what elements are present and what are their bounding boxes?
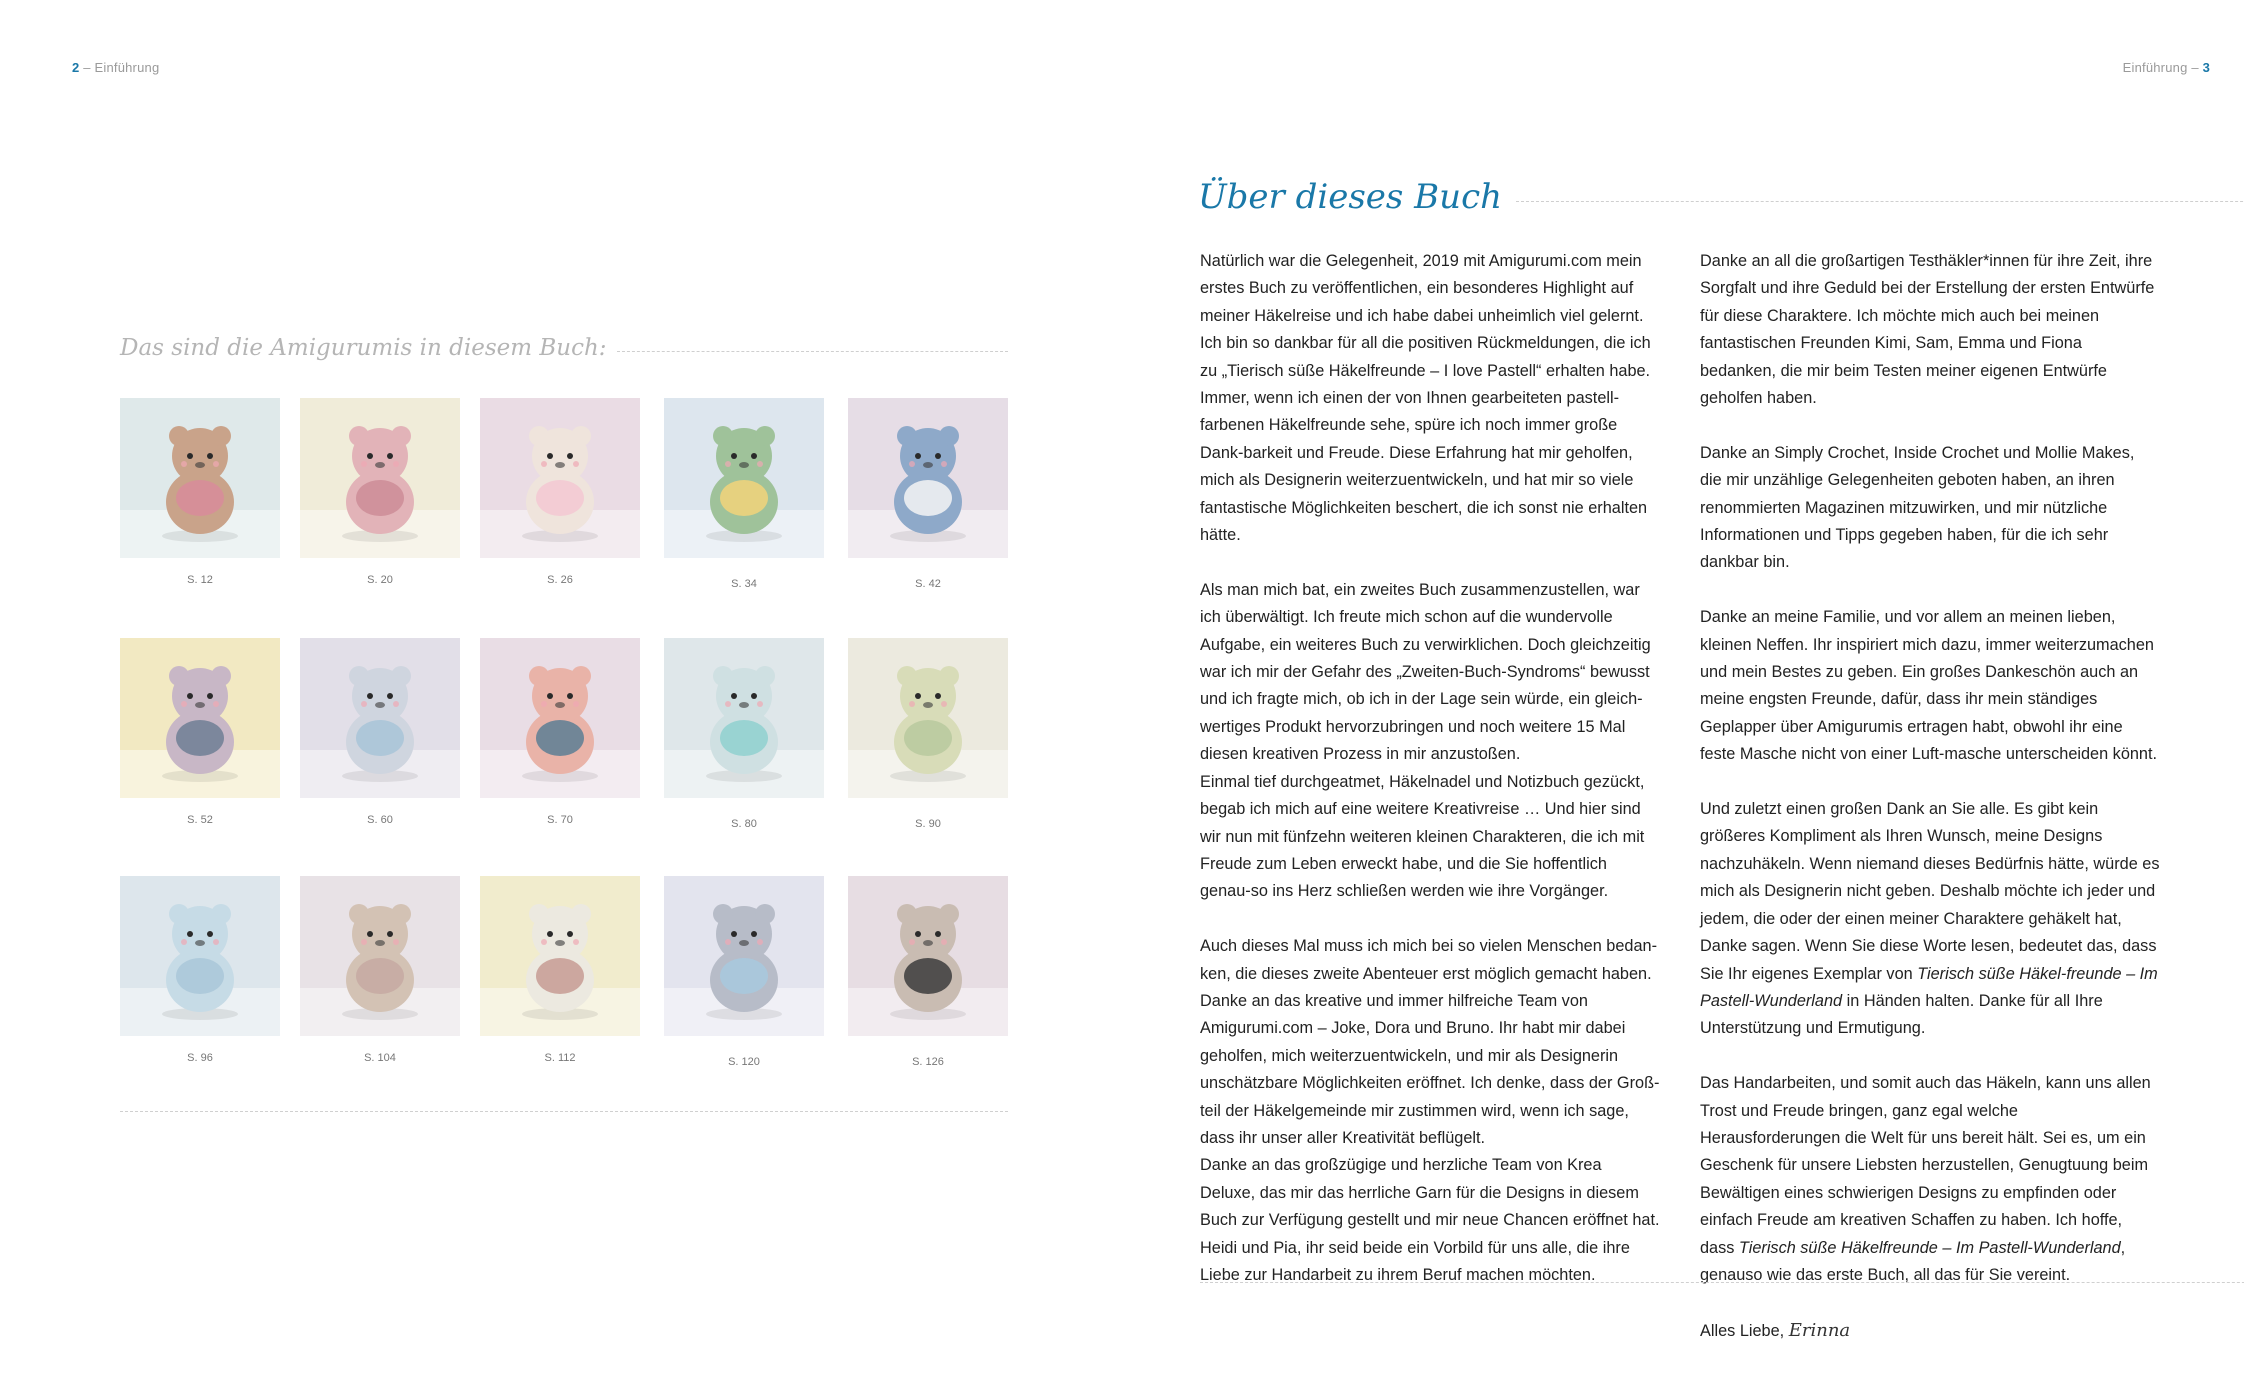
- text-column-2: [1700, 248, 2160, 1373]
- page-reference: S. 52: [187, 814, 213, 826]
- elephant-with-hat-icon: [120, 638, 280, 798]
- book-title: Tierisch süße Häkel-freunde – Im Pastell-Wunderland: [1700, 964, 2158, 1010]
- folio-left: [72, 60, 159, 75]
- bear-with-bow-icon: [120, 398, 280, 558]
- chapter-heading: [1198, 172, 2244, 222]
- signature: Erinna: [1788, 1319, 1851, 1341]
- page-number: 3: [2202, 60, 2210, 75]
- cow-photo: [848, 638, 1008, 798]
- overview-title-text: Das sind die Amigurumis in diesem Buch:: [120, 335, 607, 361]
- butterfly-photo: [300, 398, 460, 558]
- cow-icon: [848, 638, 1008, 798]
- bunny-icon: [480, 398, 640, 558]
- page-reference: S. 126: [912, 1056, 944, 1068]
- duck-icon: [480, 876, 640, 1036]
- paragraph-text: Und zuletzt einen großen Dank an Sie alle. Es gibt kein größeres Kompliment als Ihren Wunsch, meine Designs nachzuhäkeln. Wenn niemand dieses Bedürfnis hätte, würde es mich als Designerin nicht geben. Deshalb möchte ich jeder und jedem, die oder der einen meiner Charaktere gehäkelt hat, Danke sagen. Wenn Sie diese Worte lesen, bedeutet das, dass Sie Ihr eigenes Exemplar von: [1700, 800, 2160, 983]
- monster-icon: [480, 638, 640, 798]
- elephant-lying-icon: [664, 876, 824, 1036]
- monster-photo: [480, 638, 640, 798]
- bottom-dashed-rule: [120, 1111, 1008, 1112]
- duck-photo: [480, 876, 640, 1036]
- mouse-in-dress-icon: [664, 638, 824, 798]
- page-reference: S. 26: [547, 574, 573, 586]
- page-reference: S. 96: [187, 1052, 213, 1064]
- unicorn-icon: [300, 638, 460, 798]
- page-reference: S. 112: [544, 1052, 576, 1064]
- paragraph: Danke an das großzügige und herzliche Team von Krea Deluxe, das mir das herrliche Garn für die Designs in diesem Buch zur Verfügung gestellt und mir neue Chancen eröffnet hat. Heidi und Pia, ihr seid beide ein Vorbild für uns alle, die ihre Liebe zur Handarbeit zu ihrem Beruf machen möchten.: [1200, 1156, 1660, 1284]
- page-reference: S. 12: [187, 574, 213, 586]
- elephant-with-hat-photo: [120, 638, 280, 798]
- closing-text: Alles Liebe,: [1700, 1321, 1785, 1340]
- text-column-1: [1200, 248, 1660, 1317]
- paragraph: [1700, 796, 2160, 1043]
- unicorn-photo: [300, 638, 460, 798]
- page-reference: S. 70: [547, 814, 573, 826]
- rat-with-bow-photo: [848, 876, 1008, 1036]
- paragraph: Danke an Simply Crochet, Inside Crochet und Mollie Makes, die mir unzählige Gelegenheiten geboten haben, an ihren renommierten Magazinen mitzuwirken, und mir nützliche Informationen und Tipps gegeben haben, für die ich sehr dankbar bin.: [1700, 443, 2135, 572]
- seahorse-icon: [120, 876, 280, 1036]
- paragraph: Auch dieses Mal muss ich mich bei so vielen Menschen bedan-ken, die dieses zweite Abenteuer erst möglich gemacht haben. Danke an das kreative und immer hilfreiche Team von Amigurumi.com – Joke, Dora und Bruno. Ihr habt mir dabei geholfen, mich weiterzuentwickeln, und mir als Designerin unschätzbare Möglichkeiten eröffnet. Ich denke, dass der Groß-teil der Häkelgemeinde mir zustimmen wird, wenn ich sage, dass ihr unser aller Kreativität beflügelt.: [1200, 937, 1660, 1147]
- book-title: Tierisch süße Häkelfreunde – Im Pastell-Wunderland: [1738, 1238, 2121, 1257]
- elephant-lying-photo: [664, 876, 824, 1036]
- closing-line: [1700, 1317, 2160, 1345]
- heading-text: Über dieses Buch: [1198, 177, 1503, 217]
- rat-with-bow-icon: [848, 876, 1008, 1036]
- heading-dashed-rule: [1516, 201, 2244, 202]
- paragraph: Danke an all die großartigen Testhäkler*innen für ihre Zeit, ihre Sorgfalt und ihre Geduld bei der Erstellung der ersten Entwürfe für diese Charaktere. Ich möchte mich auch bei meinen fantastischen Freunden Kimi, Sam, Emma und Fiona bedanken, die mir beim Testen meiner eigenen Entwürfe geholfen haben.: [1700, 252, 2155, 408]
- page-reference: S. 90: [915, 818, 941, 830]
- paragraph: Als man mich bat, ein zweites Buch zusammenzustellen, war ich überwältigt. Ich freute mich schon auf die wundervolle Aufgabe, ein weiteres Buch zu verwirklichen. Doch gleichzeitig war ich mir der Gefahr des „Zweiten-Buch-Syndroms“ bewusst und ich fragte mich, ob ich in der Lage sein würde, ein gleich-wertiges Produkt hervorzubringen und noch weitere 15 Mal diesen kreativen Prozess in mir anzustoßen.: [1200, 580, 1651, 764]
- title-dashed-rule: [617, 351, 1008, 352]
- right-page: [1122, 0, 2244, 1358]
- amigurumi-overview-title: [120, 333, 1008, 363]
- page-reference: S. 120: [728, 1056, 760, 1068]
- page-reference: S. 34: [731, 578, 757, 590]
- bunny-photo: [480, 398, 640, 558]
- paragraph: Einmal tief durchgeatmet, Häkelnadel und Notizbuch gezückt, begab ich mich auf eine weitere Kreativreise … Und hier sind wir nun mit fünfzehn weiteren kleinen Charakteren, die ich mit Freude zum Leben erweckt habe, und die Sie hoffentlich genau-so ins Herz schließen werden wie ihre Vorgänger.: [1200, 772, 1645, 901]
- paragraph-text: , genauso wie das erste Buch, all das für Sie vereint.: [1700, 1238, 2126, 1284]
- page-reference: S. 42: [915, 578, 941, 590]
- lizard-icon: [300, 876, 460, 1036]
- page-reference: S. 80: [731, 818, 757, 830]
- crocodile-icon: [664, 398, 824, 558]
- folio-label: – Einführung: [83, 60, 160, 75]
- folio-label: Einführung –: [2122, 60, 2199, 75]
- page-number: 2: [72, 60, 80, 75]
- paragraph-text: Das Handarbeiten, und somit auch das Häkeln, kann uns allen Trost und Freude bringen, ganz egal welche Herausforderungen die Welt für uns bereit hält. Sei es, um ein Geschenk für unsere Liebsten herzustellen, Genugtuung beim Bewältigen eines schwierigen Designs zu empfinden oder einfach Freude am kreativen Schaffen zu haben. Ich hoffe, dass: [1700, 1074, 2151, 1257]
- bear-with-bow-photo: [120, 398, 280, 558]
- lizard-photo: [300, 876, 460, 1036]
- paragraph: Danke an meine Familie, und vor allem an meinen lieben, kleinen Neffen. Ihr inspiriert mich dazu, immer weiterzumachen und mein Bestes zu geben. Ein großes Dankeschön auch an meine engsten Freunde, dafür, dass ihr mein ständiges Geplapper über Amigurumis ertragen habt, obwohl ihr eine feste Masche nicht von einer Luft-masche unterscheiden könnt.: [1700, 608, 2158, 764]
- butterfly-icon: [300, 398, 460, 558]
- seahorse-photo: [120, 876, 280, 1036]
- left-page: [0, 0, 1122, 1358]
- page-reference: S. 60: [367, 814, 393, 826]
- bottom-dashed-rule: [1200, 1282, 2244, 1283]
- paragraph: Natürlich war die Gelegenheit, 2019 mit Amigurumi.com mein erstes Buch zu veröffentlichen, ein besonderes Highlight auf meiner Häkelreise und ich habe dabei unheimlich viel gelernt. Ich bin so dankbar für all die positiven Rückmeldungen, die ich zu „Tierisch süße Häkelfreunde – I love Pastell“ erhalten habe. Immer, wenn ich einen der von Ihnen gearbeiteten pastell-farbenen Häkelfreunde sehe, spüre ich noch immer große Dank-barkeit und Freude. Diese Erfahrung hat mir geholfen, mich als Designerin weiterzuentwickeln, und hat mir so viele fantastische Möglichkeiten beschert, die ich sonst nie erhalten hätte.: [1200, 252, 1651, 545]
- dragon-photo: [848, 398, 1008, 558]
- paragraph: [1700, 1070, 2160, 1289]
- paragraph-text: in Händen halten. Danke für all Ihre Unterstützung und Ermutigung.: [1700, 991, 2103, 1038]
- page-reference: S. 20: [367, 574, 393, 586]
- crocodile-photo: [664, 398, 824, 558]
- dragon-icon: [848, 398, 1008, 558]
- mouse-in-dress-photo: [664, 638, 824, 798]
- page-reference: S. 104: [364, 1052, 396, 1064]
- folio-right: [2123, 60, 2210, 75]
